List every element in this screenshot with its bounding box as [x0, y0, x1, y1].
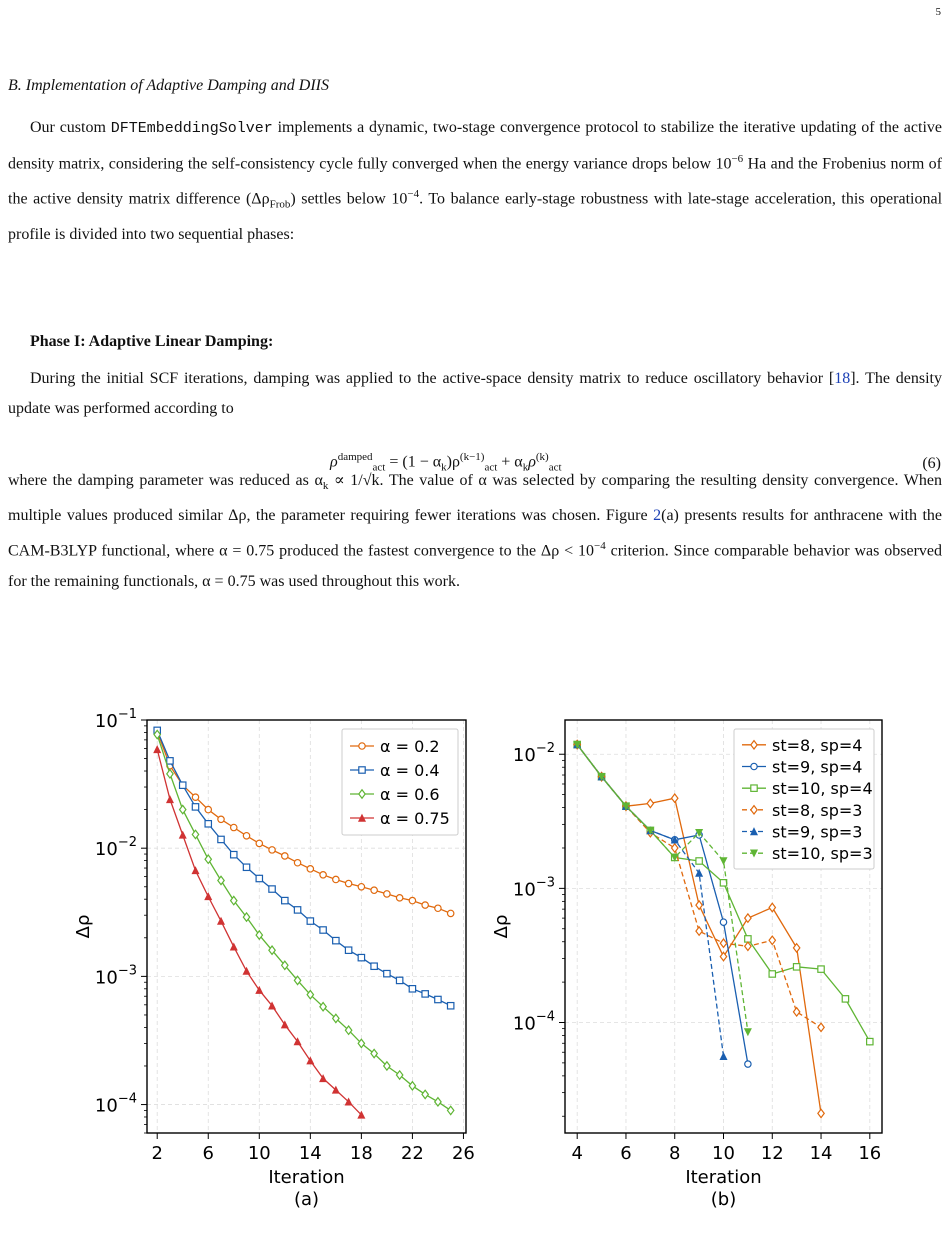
data-point: [647, 799, 653, 807]
eq-superscript: (k): [535, 451, 549, 463]
data-point: [294, 907, 300, 913]
data-point: [696, 858, 702, 864]
data-point: [243, 864, 249, 870]
paragraph-text: ∝ 1/√k. The value of α was selected by comparing the resulting density convergence. When multiple values produced similar Δρ, the parameter requiring fewer iterations was chosen. Figure: [8, 472, 942, 525]
y-axis-label: Δρ: [491, 914, 512, 939]
eq-subscript: k: [522, 461, 529, 474]
data-point: [294, 860, 300, 866]
data-point: [358, 884, 364, 890]
legend: [342, 729, 458, 835]
data-point: [696, 901, 702, 909]
data-point: [154, 746, 160, 752]
data-point: [396, 895, 402, 901]
chart-panel-b: [491, 720, 882, 1210]
paragraph-convergence-protocol: [8, 113, 942, 250]
figure-reference-link[interactable]: 2: [653, 507, 662, 525]
data-point: [842, 996, 848, 1002]
data-point: [384, 891, 390, 897]
exponent: −6: [731, 153, 744, 165]
x-axis-label: Iteration: [685, 1167, 762, 1188]
data-point: [447, 1106, 453, 1114]
data-point: [422, 1090, 428, 1098]
paragraph-text: . To balance early-stage robustness with late-stage acceleration, this operational profile is divided into two sequential phases:: [8, 190, 943, 243]
data-point: [192, 867, 198, 873]
y-tick-label: $10^{-4}$: [512, 1009, 555, 1035]
data-point: [358, 954, 364, 960]
data-point: [769, 936, 775, 944]
data-point: [435, 996, 441, 1002]
paragraph-text: During the initial SCF iterations, damping was applied to the active-space density matrix to reduce oscillatory behavior [: [30, 370, 835, 387]
data-point: [435, 905, 441, 911]
equation-number: (6): [922, 455, 941, 472]
data-point: [231, 944, 237, 950]
y-tick-label: $10^{-3}$: [94, 963, 137, 989]
paragraph-text: (a) presents results for anthracene with the CAM-B3LYP functional, where α = 0.75 produced the fastest convergence to the Δρ < 10: [8, 507, 943, 560]
data-point: [205, 893, 211, 899]
data-point: [180, 832, 186, 838]
data-point: [205, 821, 211, 827]
data-point: [167, 758, 173, 764]
data-point: [218, 918, 224, 924]
phase-heading: Phase I: Adaptive Linear Damping:: [30, 333, 274, 350]
data-point: [409, 1082, 415, 1090]
eq-superscript: (k−1): [459, 451, 485, 463]
legend-marker: [359, 743, 365, 749]
data-point: [818, 1109, 824, 1117]
eq-subscript: k: [441, 461, 447, 474]
legend-label: st=9, sp=4: [772, 757, 863, 777]
citation-link[interactable]: 18: [834, 370, 851, 387]
legend-label: st=10, sp=3: [772, 844, 873, 864]
data-point: [231, 851, 237, 857]
data-point: [745, 1029, 751, 1035]
x-tick-label: 4: [571, 1143, 583, 1164]
data-point: [720, 1053, 726, 1059]
paragraph-text: where the damping parameter was reduced as α: [8, 472, 323, 489]
legend-label: st=10, sp=4: [772, 779, 873, 799]
y-tick-label: $10^{-2}$: [512, 741, 555, 767]
data-point: [672, 794, 678, 802]
data-point: [818, 1023, 824, 1031]
data-point: [745, 942, 751, 950]
data-point: [180, 805, 186, 813]
x-tick-label: 8: [669, 1143, 681, 1164]
figure-2-svg: [0, 705, 949, 1228]
data-point: [282, 853, 288, 859]
data-point: [180, 782, 186, 788]
data-point: [333, 876, 339, 882]
legend-marker: [751, 763, 757, 769]
data-point: [720, 919, 726, 925]
data-point: [307, 866, 313, 872]
x-tick-label: 16: [858, 1143, 882, 1164]
legend-marker: [359, 767, 365, 773]
x-tick-label: 14: [298, 1143, 322, 1164]
x-tick-label: 2: [151, 1143, 163, 1164]
data-point: [422, 991, 428, 997]
data-point: [409, 986, 415, 992]
data-point: [345, 880, 351, 886]
data-point: [745, 1061, 751, 1067]
data-point: [320, 872, 326, 878]
legend-label: α = 0.6: [380, 785, 440, 804]
panel-label: (a): [293, 1189, 320, 1210]
paragraph-damping-intro: [8, 364, 942, 424]
eq-subscript: act: [372, 461, 386, 474]
data-point: [167, 796, 173, 802]
data-point: [256, 840, 262, 846]
data-point: [320, 927, 326, 933]
data-point: [793, 964, 799, 970]
y-tick-label: $10^{-1}$: [94, 707, 137, 732]
data-point: [396, 977, 402, 983]
data-point: [447, 1003, 453, 1009]
data-point: [696, 927, 702, 935]
x-tick-label: 18: [349, 1143, 373, 1164]
legend-label: α = 0.4: [380, 761, 440, 780]
paragraph-damping-results: [8, 466, 942, 597]
legend-label: st=9, sp=3: [772, 822, 863, 842]
eq-symbol: ρ: [330, 453, 338, 471]
x-tick-label: 10: [712, 1143, 735, 1164]
y-tick-label: $10^{-3}$: [512, 875, 555, 901]
paragraph-text: Ha and the Frobenius norm of the active density matrix difference (Δρ: [8, 155, 942, 208]
chart-panel-a: [73, 707, 475, 1210]
paragraph-text: ) settles below 10: [290, 190, 408, 208]
paragraph-text: criterion. Since comparable behavior was observed for the remaining functionals, α = 0.75 was used throughout this work.: [8, 542, 942, 590]
y-tick-label: $10^{-4}$: [94, 1091, 137, 1117]
data-point: [720, 939, 726, 947]
subscript: Frob: [269, 198, 291, 211]
data-point: [192, 804, 198, 810]
data-point: [447, 910, 453, 916]
data-point: [720, 858, 726, 864]
section-heading: B. Implementation of Adaptive Damping and DIIS: [8, 77, 329, 94]
page-number: 5: [935, 6, 941, 18]
paragraph-text: Our custom: [30, 119, 111, 136]
legend-label: α = 0.75: [380, 809, 450, 828]
eq-superscript: damped: [337, 451, 373, 463]
data-point: [793, 1008, 799, 1016]
exponent: −4: [594, 540, 606, 553]
paragraph-text: ]. The density update was performed according to: [8, 370, 942, 417]
data-point: [769, 971, 775, 977]
x-tick-label: 10: [247, 1143, 271, 1164]
data-point: [282, 897, 288, 903]
data-point: [396, 1071, 402, 1079]
eq-subscript: act: [484, 461, 498, 474]
x-tick-label: 6: [620, 1143, 632, 1164]
data-point: [371, 887, 377, 893]
eq-text: + α: [497, 453, 523, 471]
series-line: [577, 745, 748, 1064]
data-point: [307, 918, 313, 924]
data-point: [167, 770, 173, 778]
data-point: [269, 886, 275, 892]
exponent: −4: [407, 188, 420, 201]
eq-text: = (1 − α: [385, 453, 442, 471]
eq-symbol: ρ: [528, 453, 536, 471]
data-point: [243, 833, 249, 839]
data-point: [672, 844, 678, 852]
data-point: [371, 963, 377, 969]
data-point: [422, 902, 428, 908]
data-point: [333, 937, 339, 943]
data-point: [205, 806, 211, 812]
data-point: [867, 1038, 873, 1044]
legend-marker: [751, 785, 757, 791]
subscript: k: [322, 480, 329, 493]
data-point: [384, 970, 390, 976]
data-point: [231, 824, 237, 830]
series-line: [577, 745, 723, 1057]
series-1: [574, 741, 751, 1067]
legend-label: α = 0.2: [380, 737, 440, 756]
paragraph-text: implements a dynamic, two-stage convergence protocol to stabilize the iterative updating of the active density matrix, considering the self-consistency cycle fully converged when the energy variance drops below 10: [8, 119, 942, 173]
x-tick-label: 12: [760, 1143, 784, 1164]
data-point: [345, 947, 351, 953]
data-point: [269, 847, 275, 853]
panel-label: (b): [710, 1189, 737, 1210]
y-axis-label: Δρ: [73, 914, 94, 939]
x-tick-label: 22: [400, 1143, 424, 1164]
data-point: [256, 875, 262, 881]
figure-2: [0, 705, 949, 1233]
x-axis-label: Iteration: [268, 1167, 345, 1188]
data-point: [218, 816, 224, 822]
legend-label: st=8, sp=3: [772, 800, 863, 820]
series-4: [574, 741, 727, 1059]
data-point: [818, 966, 824, 972]
data-point: [192, 794, 198, 800]
code-class-name: DFTEmbeddingSolver: [110, 120, 273, 137]
eq-subscript: act: [548, 461, 562, 474]
data-point: [218, 836, 224, 842]
data-point: [243, 968, 249, 974]
data-point: [409, 897, 415, 903]
y-tick-label: $10^{-2}$: [94, 835, 137, 861]
legend-label: st=8, sp=4: [772, 735, 863, 755]
legend: [734, 729, 874, 869]
x-tick-label: 26: [451, 1143, 475, 1164]
x-tick-label: 14: [809, 1143, 833, 1164]
x-tick-label: 6: [202, 1143, 214, 1164]
eq-text: )ρ: [446, 453, 460, 471]
